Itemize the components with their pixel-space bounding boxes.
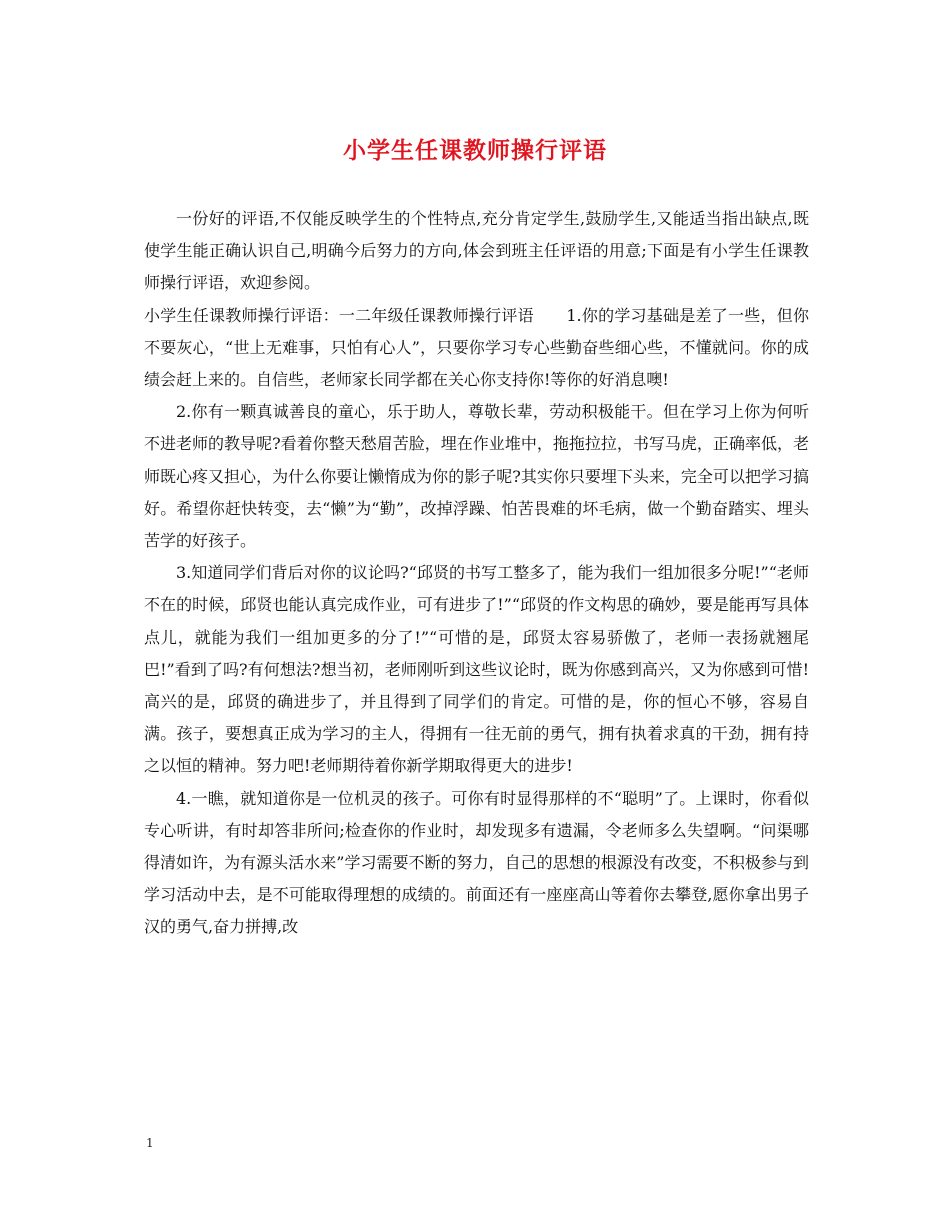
paragraph-intro: 一份好的评语,不仅能反映学生的个性特点,充分肯定学生,鼓励学生,又能适当指出缺点,既使学生能正确认识自己,明确今后努力的方向,体会到班主任评语的用意;下面是有小学生任课教师操行评语，欢迎参阅。 [144, 209, 809, 293]
paragraph-2: 2.你有一颗真诚善良的童心，乐于助人，尊敬长辈，劳动积极能干。但在学习上你为何听不进老师的教导呢?看着你整天愁眉苦脸，埋在作业堆中，拖拖拉拉，书写马虎，正确率低，老师既心疼又担心，为什么你要让懒惰成为你的影子呢?其实你只要埋下头来，完全可以把学习搞好。希望你赶快转变，去“懒”为“勤”，改掉浮躁、怕苦畏难的坏毛病，做一个勤奋踏实、埋头苦学的好孩子。 [144, 402, 809, 551]
page-number: 1 [146, 1136, 154, 1150]
paragraph-1: 小学生任课教师操行评语：一二年级任课教师操行评语 1.你的学习基础是差了一些，但你不要灰心，“世上无难事，只怕有心人”，只要你学习专心些勤奋些细心些，不懂就问。你的成绩会赶上来的。自信些，老师家长同学都在关心你支持你!等你的好消息噢! [144, 305, 809, 390]
paragraph-4: 4.一瞧，就知道你是一位机灵的孩子。可你有时显得那样的不“聪明”了。上课时，你看似专心听讲，有时却答非所问;检查你的作业时，却发现多有遗漏，令老师多么失望啊。“问渠哪得清如许，为有源头活水来”学习需要不断的努力，自己的思想的根源没有改变，不积极参与到学习活动中去，是不可能取得理想的成绩的。前面还有一座座高山等着你去攀登,愿你拿出男子汉的勇气,奋力拼搏,改 [144, 788, 809, 937]
document-body [144, 203, 809, 944]
paragraph-3: 3.知道同学们背后对你的议论吗?“邱贤的书写工整多了，能为我们一组加很多分呢!”“老师不在的时候，邱贤也能认真完成作业，可有进步了!”“邱贤的作文构思的确妙，要是能再写具体点儿，就能为我们一组加更多的分了!”“可惜的是，邱贤太容易骄傲了，老师一表扬就翘尾巴!”看到了吗?有何想法?想当初，老师刚听到这些议论时，既为你感到高兴，又为你感到可惜!高兴的是，邱贤的确进步了，并且得到了同学们的肯定。可惜的是，你的恒心不够，容易自满。孩子，要想真正成为学习的主人，得拥有一往无前的勇气，拥有执着求真的干劲，拥有持之以恒的精神。努力吧!老师期待着你新学期取得更大的进步! [144, 563, 809, 776]
document-title: 小学生任课教师操行评语 [343, 137, 607, 164]
